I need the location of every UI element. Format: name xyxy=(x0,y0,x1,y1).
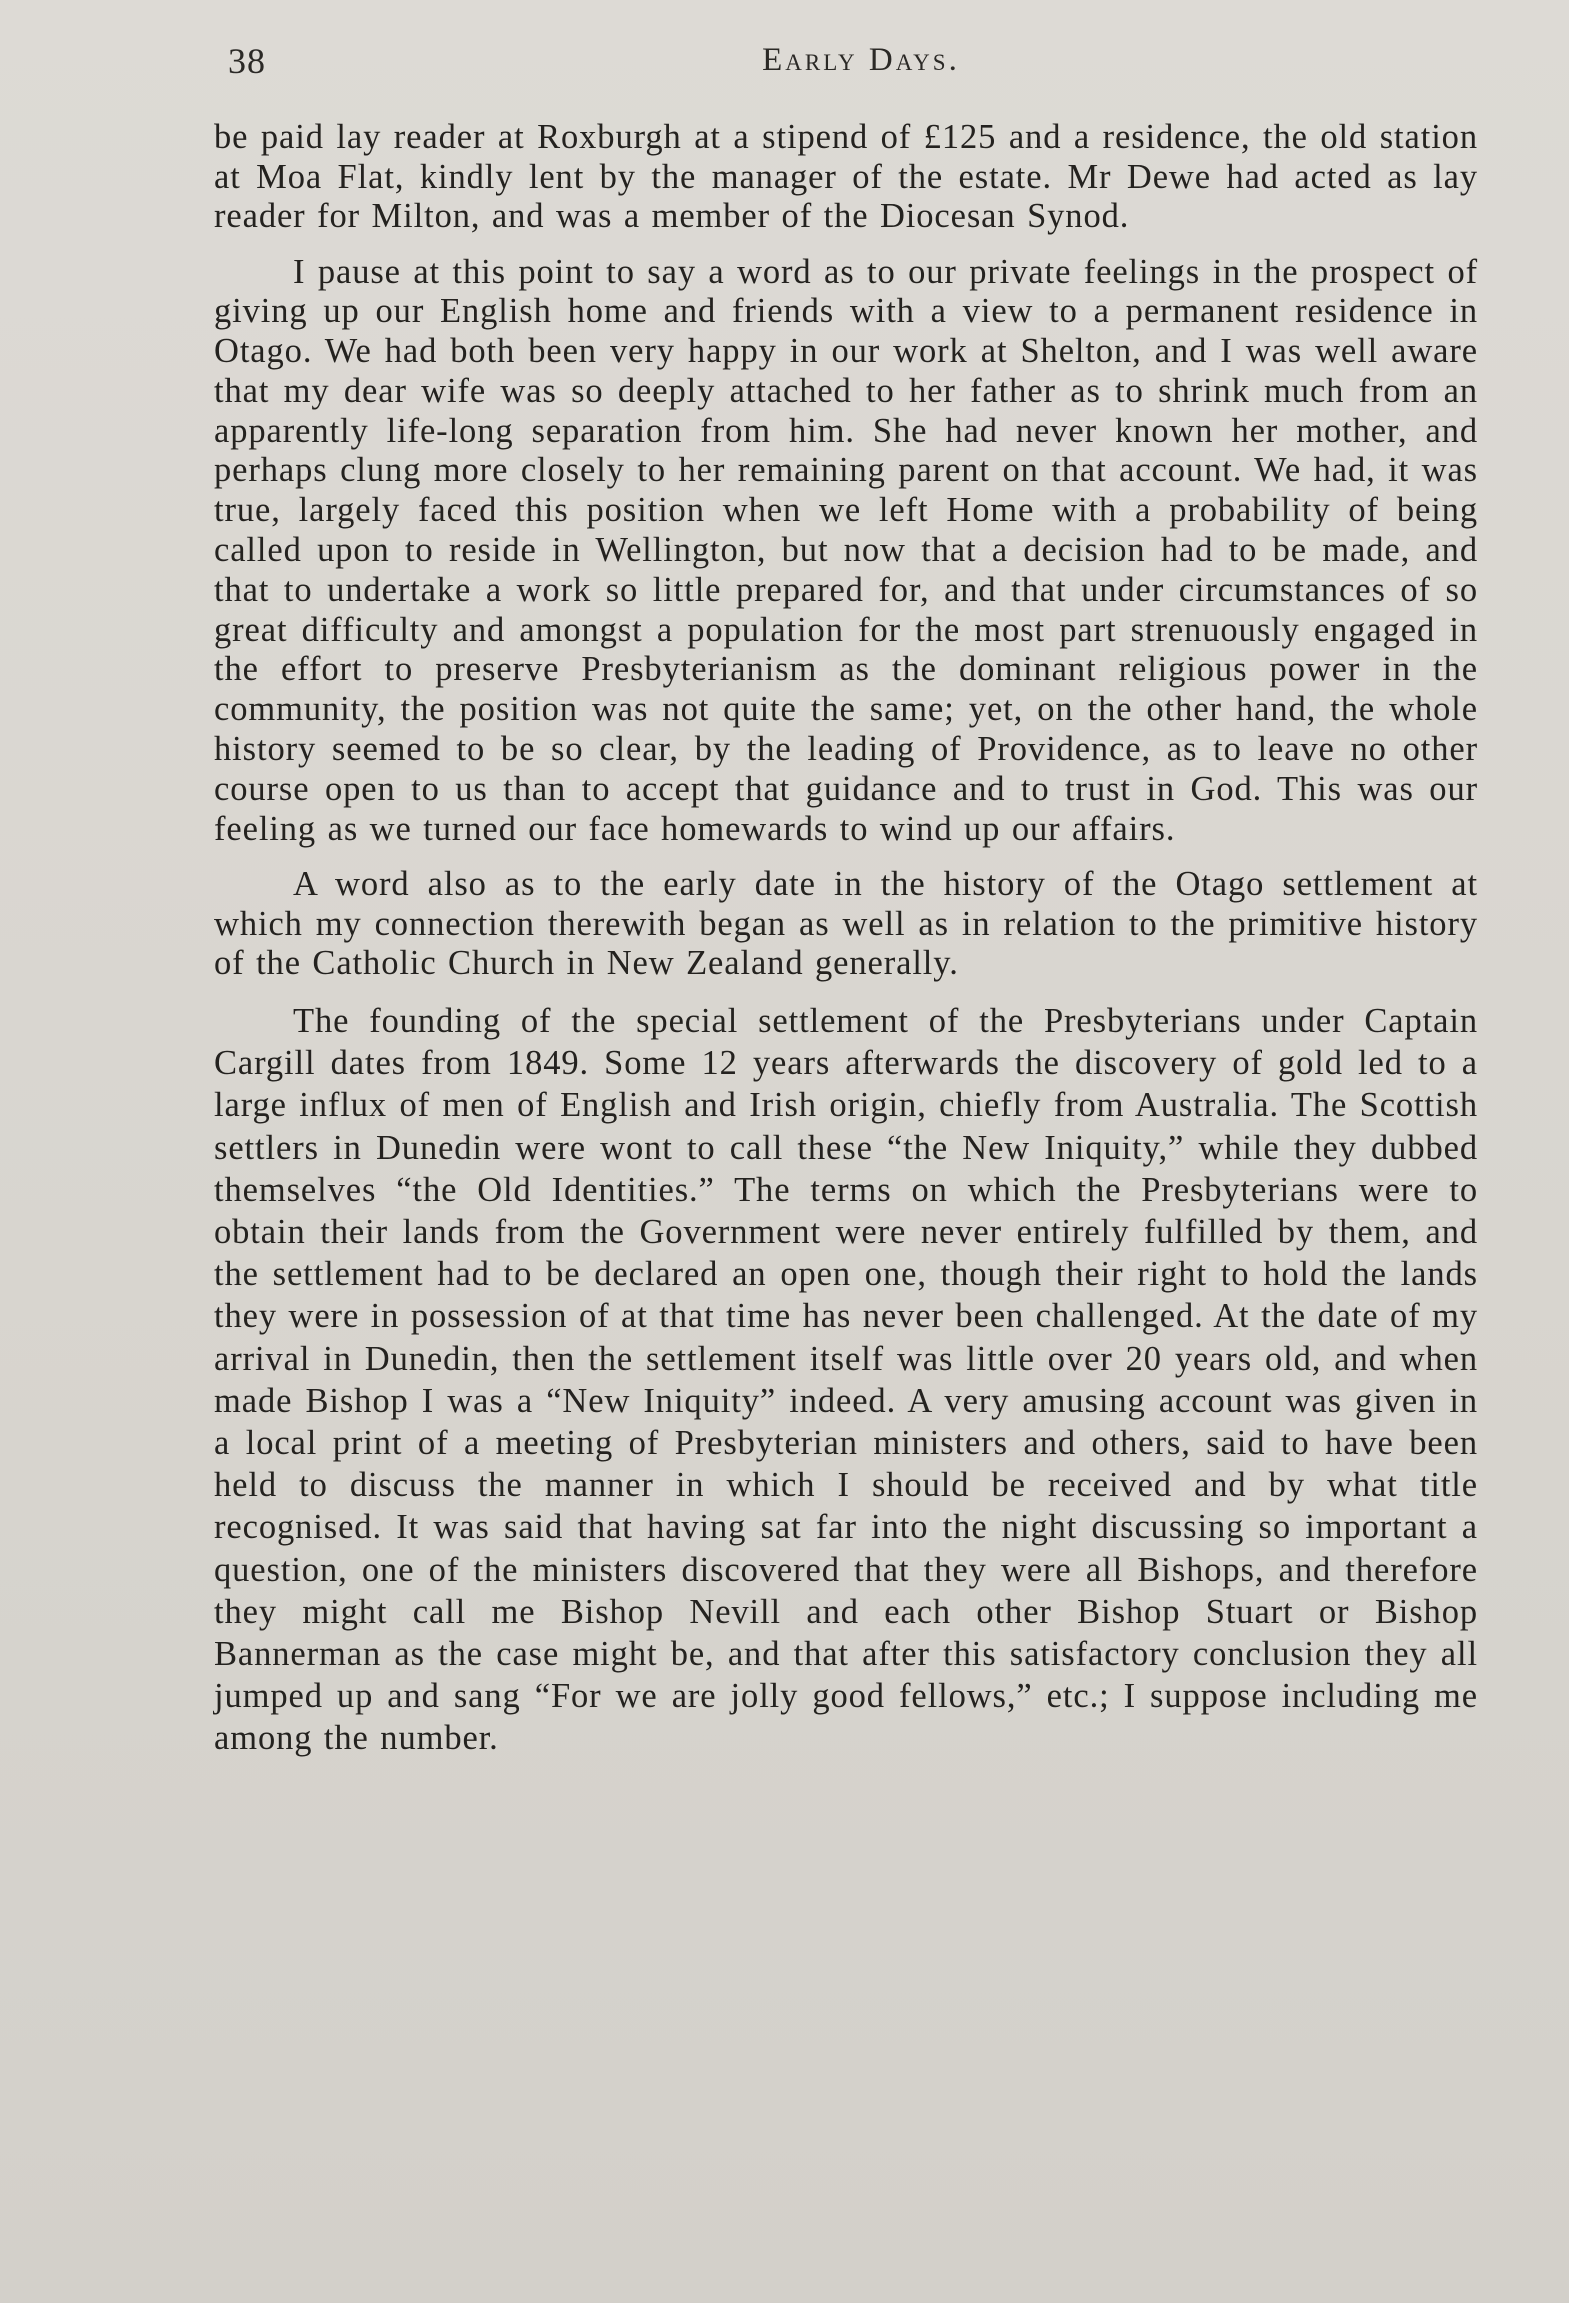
body-text xyxy=(214,118,1478,1760)
paragraph-continuation: be paid lay reader at Roxburgh at a stipend of £125 and a residence, the old station at Moa Flat, kindly lent by the manager of the estate. Mr Dewe had acted as lay reader for Milton, and was a member of the Diocesan Synod. xyxy=(214,118,1478,235)
page-header xyxy=(214,38,1478,86)
paragraph-early-date: A word also as to the early date in the history of the Otago settlement at which my connection therewith began as well as in relation to the primitive history of the Catholic Church in New Zealand generally. xyxy=(214,865,1478,983)
paragraph-founding: The founding of the special settlement of the Presbyterians under Captain Cargill dates from 1849. Some 12 years afterwards the discovery of gold led to a large influx of men of English and Irish origin, chiefly from Australia. The Scottish settlers in Dunedin were wont to call these “the New Iniquity,” while they dubbed themselves “the Old Identities.” The terms on which the Presbyterians were to obtain their lands from the Government were never entirely fulfilled by them, and the settlement had to be declared an open one, though their right to hold the lands they were in possession of at that time has never been challenged. At the date of my arrival in Dunedin, then the settlement itself was little over 20 years old, and when made Bishop I was a “New Iniquity” indeed. A very amusing account was given in a local print of a meeting of Presbyterian ministers and others, said to have been held to discuss the manner in which I should be received and by what title recognised. It was said that having sat far into the night discussing so important a question, one of the ministers discovered that they were all Bishops, and therefore they might call me Bishop Nevill and each other Bishop Stuart or Bishop Bannerman as the case might be, and that after this satisfactory conclusion they all jumped up and sang “For we are jolly good fellows,” etc.; I suppose including me among the number. xyxy=(214,1001,1478,1758)
page-number: 38 xyxy=(228,41,266,81)
paragraph-private-feelings: I pause at this point to say a word as to our private feelings in the prospect of giving up our English home and friends with a view to a permanent residence in Otago. We had both been very happy in our work at Shelton, and I was well aware that my dear wife was so deeply attached to her father as to shrink much from an apparently life-long separation from him. She had never known her mother, and perhaps clung more closely to her remaining parent on that account. We had, it was true, largely faced this position when we left Home with a probability of being called upon to reside in Wellington, but now that a decision had to be made, and that to undertake a work so little prepared for, and that under circumstances of so great difficulty and amongst a population for the most part strenuously engaged in the effort to preserve Presbyterianism as the dominant religious power in the community, the position was not quite the same; yet, on the other hand, the whole history seemed to be so clear, by the leading of Providence, as to leave no other course open to us than to accept that guidance and to trust in God. This was our feeling as we turned our face homewards to wind up our affairs. xyxy=(214,252,1478,848)
running-head: Early Days. xyxy=(762,42,960,78)
